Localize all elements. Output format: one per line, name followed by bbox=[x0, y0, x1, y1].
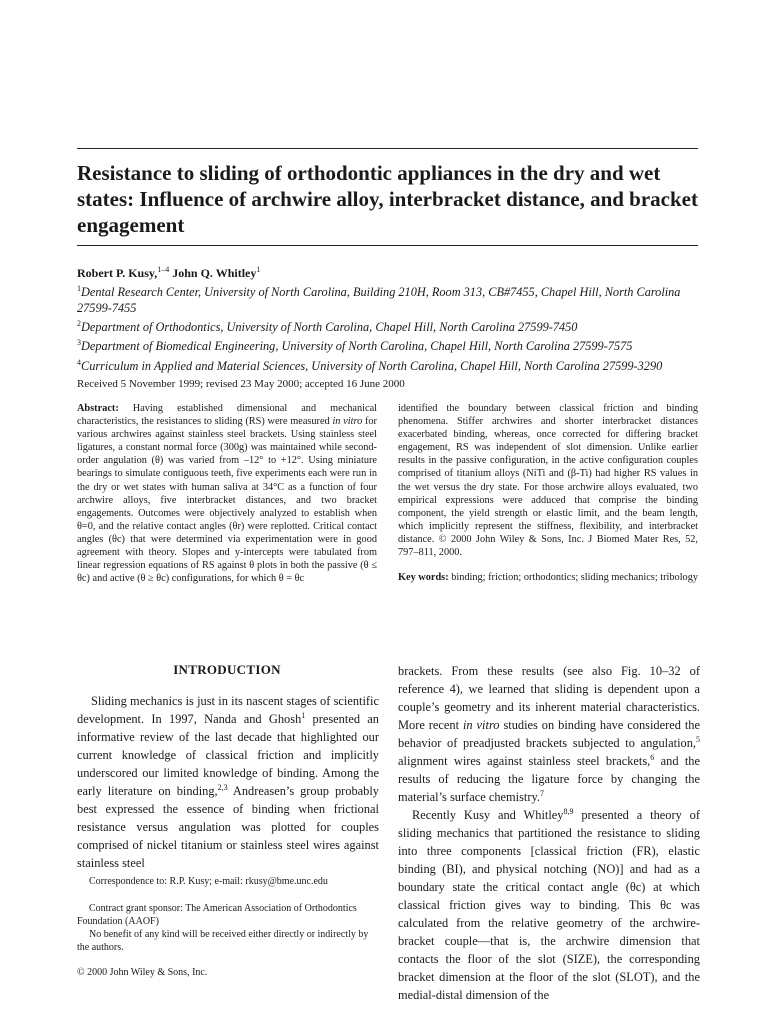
body-text: and the results of reducing the ligature force by changing the material’s surface chemistry. bbox=[398, 754, 700, 804]
affiliation-sup: 1 bbox=[77, 284, 81, 293]
abstract-text: identified the boundary between classical friction and binding phenomena. Stiffer archwires and shorter interbracket distances exacerbated binding, whereas, once corrected for differing bracket engagement, RS was independent of slot dimension. Unlike earlier results in the passive configuration, in the active configuration couples comprised of titanium alloys (NiTi and (β-Ti) had higher RS values in the wet versus the dry state. For those archwire alloys evaluated, two empirical expressions were adduced that comprise the binding component, the yield strength or elastic limit, and the beam length, which implicitly represent the stiffness, flexibility, and interbracket distance. © 2000 John Wiley & Sons, Inc. J Biomed Mater Res, 52, 797–811, 2000. bbox=[398, 403, 698, 559]
author-line bbox=[77, 265, 260, 281]
citation-sup: 2,3 bbox=[217, 782, 228, 792]
article-title: Resistance to sliding of orthodontic appliances in the dry and wet states: Influence of archwire alloy, interbracket distance, and bracket engagement bbox=[77, 161, 698, 237]
body-text: brackets. From these results (see also Fig. 10–32 of reference 4), we learned that sliding is dependent upon a couple’s geometry and its inherent material characteristics. More recent bbox=[398, 664, 700, 732]
author-affil-sup: 1 bbox=[256, 265, 261, 274]
affiliation-sup: 4 bbox=[77, 357, 81, 367]
citation-sup: 8,9 bbox=[563, 806, 574, 816]
title-bottom-rule bbox=[77, 245, 698, 246]
body-paragraph bbox=[398, 662, 700, 806]
affiliation bbox=[77, 281, 717, 316]
affiliation bbox=[77, 355, 717, 375]
body-text: Recently Kusy and Whitley bbox=[412, 808, 564, 822]
body-text: Andreasen’s group probably best expressed the essence of binding when frictional resistance versus angulation was plotted for couples comprised of nickel titanium or stainless steel wires against stainless steel bbox=[77, 784, 379, 870]
affiliation-list bbox=[77, 281, 717, 374]
body-text: alignment wires against stainless steel brackets, bbox=[398, 754, 651, 768]
author-name: Robert P. Kusy, bbox=[77, 266, 158, 280]
received-dates: Received 5 November 1999; revised 23 May 2000; accepted 16 June 2000 bbox=[77, 378, 405, 390]
footnote-correspondence: Correspondence to: R.P. Kusy; e-mail: rkusy@bme.unc.edu bbox=[89, 876, 328, 887]
abstract-left-column bbox=[77, 402, 377, 585]
copyright-notice: © 2000 John Wiley & Sons, Inc. bbox=[77, 967, 208, 978]
body-italic-term: in vitro bbox=[462, 718, 500, 732]
affiliation-text: Department of Biomedical Engineering, University of North Carolina, Chapel Hill, North Carolina 27599-7575 bbox=[81, 339, 633, 354]
body-text: Sliding mechanics is just in its nascent stages of scientific development. In 1997, Nanda and Ghosh bbox=[77, 694, 379, 726]
keywords-label: Key words: bbox=[398, 572, 449, 584]
abstract-right-column bbox=[398, 402, 698, 584]
citation-sup: 1 bbox=[301, 710, 306, 720]
abstract-label: Abstract: bbox=[77, 403, 119, 414]
affiliation-text: Curriculum in Applied and Material Sciences, University of North Carolina, Chapel Hill, North Carolina 27599-3290 bbox=[81, 359, 663, 373]
body-paragraph bbox=[77, 692, 379, 872]
abstract-text: for various archwires against stainless steel brackets. Using stainless steel ligatures, a constant normal force (300g) was maintained while second-order angulation (θ) was varied from –12° to +12°. Using miniature bearings to simulate contiguous teeth, five experiments each were run in the dry or wet states with human saliva at 34°C as a function of four archwire alloys, five interbracket distances, and two bracket engagements. Outcomes were objectively analyzed to establish when θ=0, and the relative contact angles (θr) were replotted. Critical contact angles (θc) that were determined via experimentation were in good agreement with theory. Slopes and y-intercepts were tabulated from linear regression equations of RS against θ plots in both the passive (θ ≤ θc) and active (θ ≥ θc) configurations, for which θ = θc bbox=[77, 416, 377, 585]
abstract-italic-term: in vitro bbox=[332, 416, 363, 428]
top-rule bbox=[77, 148, 698, 149]
footnote-benefit: No benefit of any kind will be received either directly or indirectly by the authors. bbox=[77, 929, 369, 953]
author-affil-sup: 1–4 bbox=[157, 265, 170, 274]
body-text: presented a theory of sliding mechanics that partitioned the resistance to sliding into three components [classical friction (FR), elastic binding (BI), and physical notching (NO)] and had as a boundary state the critical contact angle (θc) at which classical friction gives way to binding. This θc was calculated from the relative geometry of the archwire-bracket couple—that is, the archwire dimension that contacts the floor of the slot (SIZE), the corresponding bracket dimension at the floor of the slot (SLOT), and the medial-distal dimension of the bbox=[398, 808, 700, 1002]
keywords bbox=[398, 571, 698, 584]
body-text: presented an informative review of the last decade that highlighted our current knowledge of classical friction and implicitly underscored our limited knowledge of binding. Among the early literature on binding, bbox=[77, 712, 379, 798]
keywords-text: binding; friction; orthodontics; sliding mechanics; tribology bbox=[448, 572, 699, 584]
author-name: John Q. Whitley bbox=[172, 266, 257, 280]
body-text: studies on binding have considered the behavior of preadjusted brackets subjected to angulation, bbox=[398, 718, 701, 750]
section-heading: INTRODUCTION bbox=[173, 662, 281, 677]
body-paragraph bbox=[398, 806, 700, 1004]
citation-sup: 7 bbox=[539, 788, 544, 798]
affiliation-text: Department of Orthodontics, University of North Carolina, Chapel Hill, North Carolina 27599-7450 bbox=[81, 320, 578, 334]
footnote-grant: Contract grant sponsor: The American Association of Orthodontics Foundation (AAOF) bbox=[77, 903, 357, 927]
affiliation bbox=[77, 335, 717, 355]
affiliation-sup: 2 bbox=[77, 318, 81, 328]
affiliation-text: Dental Research Center, University of North Carolina, Building 210H, Room 313, CB#7455, Chapel Hill, North Carolina 27599-7455 bbox=[77, 285, 681, 315]
citation-sup: 5 bbox=[696, 734, 700, 744]
abstract-text: Having established dimensional and mechanical characteristics, the resistances to sliding (RS) were measured bbox=[77, 403, 377, 428]
affiliation bbox=[77, 316, 717, 336]
affiliation-sup: 3 bbox=[77, 338, 81, 348]
citation-sup: 6 bbox=[650, 752, 655, 762]
